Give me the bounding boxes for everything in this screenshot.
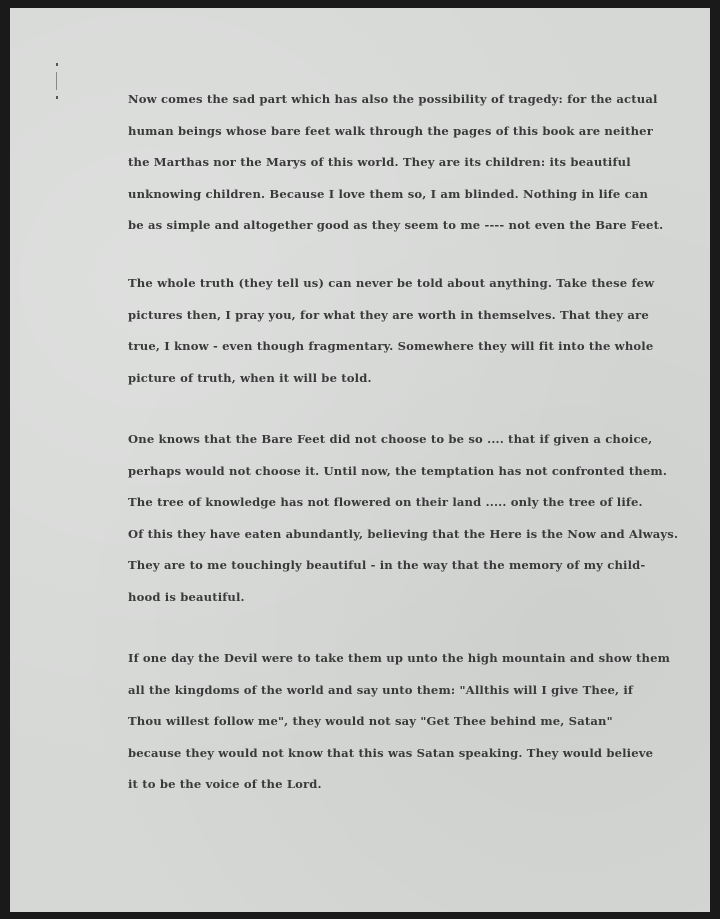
- text-line: Thou willest follow me", they would not say "Get Thee behind me, Satan": [128, 714, 613, 728]
- text-line: If one day the Devil were to take them up unto the high mountain and show them: [128, 651, 671, 665]
- text-line: The tree of knowledge has not flowered on their land ..... only the tree of life.: [128, 495, 643, 509]
- text-line: all the kingdoms of the world and say unto them: "Allthis will I give Thee, if: [128, 682, 634, 697]
- text-line: be as simple and altogether good as they seem to me ---- not even the Bare Feet.: [128, 218, 664, 232]
- text-line: the Marthas nor the Marys of this world. They are its children: its beautiful: [128, 155, 631, 169]
- paragraph-4: [128, 651, 698, 809]
- text-line: unknowing children. Because I love them so, I am blinded. Nothing in life can: [128, 186, 649, 201]
- text-line: human beings whose bare feet walk through the pages of this book are neither: [128, 123, 653, 138]
- text-line: because they would not know that this was Satan speaking. They would believe: [128, 745, 654, 760]
- text-line: pictures then, I pray you, for what they are worth in themselves. That they are: [128, 307, 649, 322]
- paragraph-1: [128, 92, 698, 250]
- text-line: They are to me touchingly beautiful - in the way that the memory of my child-: [128, 558, 646, 572]
- paragraph-3: [128, 432, 698, 621]
- text-line: Of this they have eaten abundantly, believing that the Here is the Now and Always.: [128, 526, 679, 541]
- margin-mark: [56, 63, 60, 103]
- text-line: perhaps would not choose it. Until now, the temptation has not confronted them.: [128, 463, 668, 478]
- text-line: Now comes the sad part which has also the possibility of tragedy: for the actual: [128, 92, 658, 106]
- paragraph-2: [128, 276, 698, 402]
- text-line: picture of truth, when it will be told.: [128, 370, 372, 385]
- text-line: true, I know - even though fragmentary. Somewhere they will fit into the whole: [128, 339, 654, 353]
- text-line: One knows that the Bare Feet did not choose to be so .... that if given a choice,: [128, 432, 653, 446]
- text-line: it to be the voice of the Lord.: [128, 777, 322, 791]
- typed-page: [10, 8, 710, 912]
- text-line: hood is beautiful.: [128, 589, 245, 604]
- text-line: The whole truth (they tell us) can never be told about anything. Take these few: [128, 276, 655, 290]
